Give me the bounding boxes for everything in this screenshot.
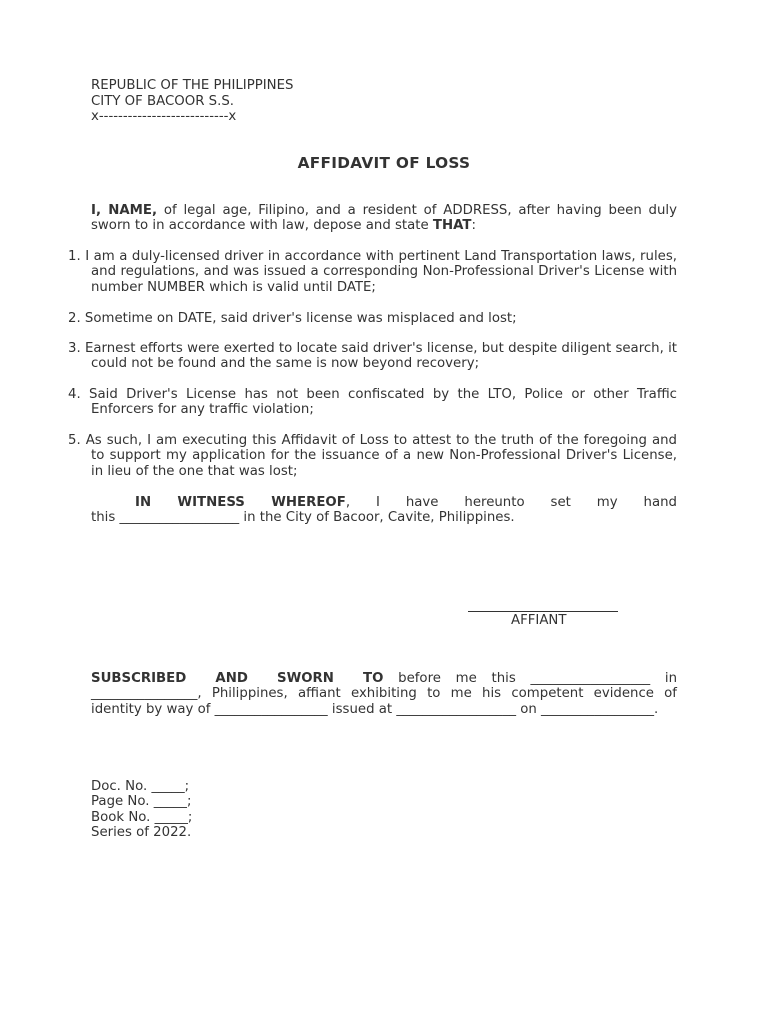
- witness-line-1: [91, 495, 677, 510]
- intro-colon: :: [471, 218, 476, 234]
- intro-name: I, NAME,: [91, 203, 158, 218]
- list-item: [68, 311, 677, 326]
- subscribed-text: before me this __________________ in ________________, Philippines, affiant exhibiting to me his competent evidence of identity by way of _________________ issued at __________________ on _________________.: [91, 671, 677, 717]
- list-item-number: 1.: [68, 249, 81, 264]
- list-item-text: Earnest efforts were exerted to locate said driver's license, but despite diligent search, it could not be found and the same is now beyond recovery;: [84, 341, 677, 372]
- list-item-text: As such, I am executing this Affidavit of Loss to attest to the truth of the foregoing and to support my application for the issuance of a new Non-Professional Driver's License, in lieu of the one that was lost;: [85, 433, 677, 479]
- notary-doc-no: Doc. No. _____;: [91, 779, 190, 794]
- list-item-number: 4.: [68, 387, 81, 402]
- witness-line-2: this __________________ in the City of Bacoor, Cavite, Philippines.: [91, 510, 515, 525]
- witness-bold: IN WITNESS WHEREOF: [135, 495, 346, 510]
- notary-page-no: Page No. _____;: [91, 794, 192, 809]
- list-item-number: 2.: [68, 311, 81, 326]
- notary-book-no: Book No. _____;: [91, 810, 193, 825]
- list-item: [68, 433, 677, 479]
- list-item-number: 3.: [68, 341, 81, 356]
- list-item-text: I am a duly-licensed driver in accordance with pertinent Land Transportation laws, rules, and regulations, and was issued a corresponding Non-Professional Driver's License with number NUMBER which is valid until DATE;: [85, 249, 677, 295]
- list-item-text: Said Driver's License has not been confiscated by the LTO, Police or other Traffic Enforcers for any traffic violation;: [89, 387, 677, 418]
- notary-series: Series of 2022.: [91, 825, 192, 840]
- witness-text: , I have hereunto set my hand: [345, 495, 678, 510]
- affiant-signature-line: [468, 597, 618, 612]
- list-item: [68, 341, 677, 372]
- subscribed-bold: SUBSCRIBED AND SWORN TO: [91, 671, 384, 686]
- subscribed-paragraph: [91, 671, 677, 717]
- affiant-label: AFFIANT: [511, 613, 567, 628]
- intro-that: THAT: [432, 218, 472, 234]
- header-republic: REPUBLIC OF THE PHILIPPINES: [91, 78, 294, 93]
- list-item: [68, 249, 677, 295]
- list-item: [68, 387, 677, 418]
- header-divider: x---------------------------x: [91, 109, 237, 124]
- document-title: AFFIDAVIT OF LOSS: [297, 154, 471, 172]
- intro-paragraph: [91, 203, 677, 234]
- list-item-text: Sometime on DATE, said driver's license was misplaced and lost;: [84, 311, 517, 326]
- list-item-number: 5.: [68, 433, 81, 448]
- intro-text: of legal age, Filipino, and a resident of ADDRESS, after having been duly sworn to in accordance with law, depose and state: [91, 203, 677, 234]
- header-city: CITY OF BACOOR S.S.: [91, 94, 235, 109]
